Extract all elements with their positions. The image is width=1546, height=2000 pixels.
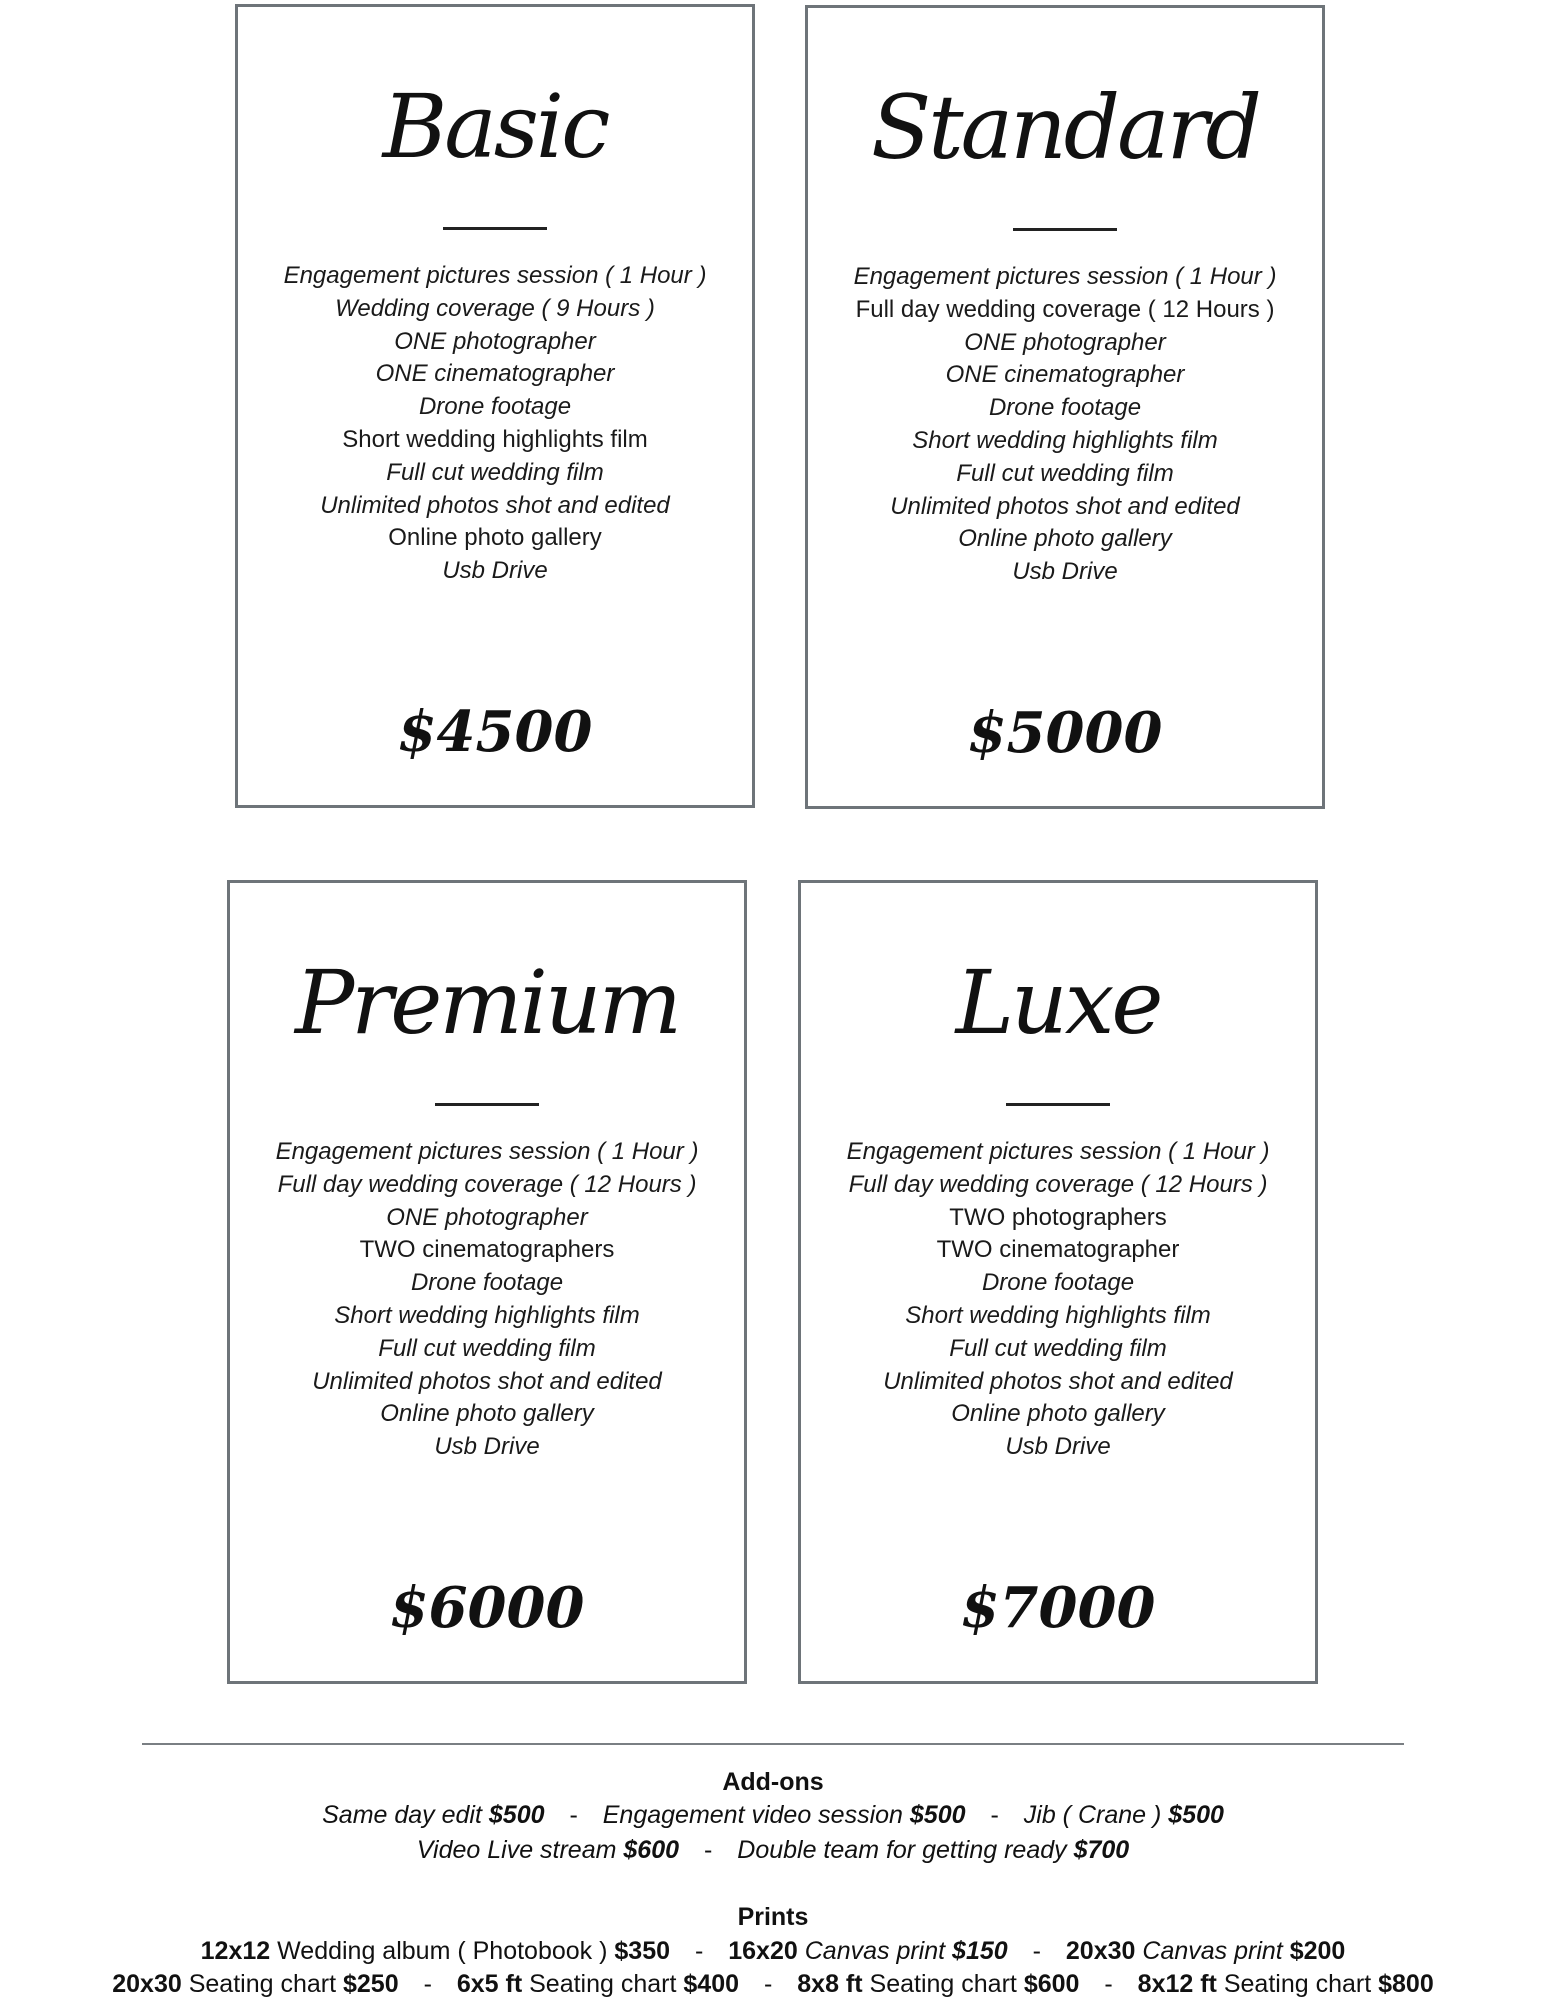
feature-item: TWO cinematographers xyxy=(359,1236,615,1264)
feature-item: Short wedding highlights film xyxy=(912,426,1218,454)
feature-item: Engagement pictures session ( 1 Hour ) xyxy=(275,1138,699,1165)
feature-list xyxy=(808,261,1322,589)
addons-line xyxy=(0,1801,1546,1830)
feature-item: Full day wedding coverage ( 12 Hours ) xyxy=(277,1170,697,1198)
package-card-basic xyxy=(235,4,755,808)
print-label: Wedding album ( Photobook ) xyxy=(277,1937,608,1965)
print-label: Canvas print xyxy=(1142,1937,1283,1965)
feature-item: Engagement pictures session ( 1 Hour ) xyxy=(853,263,1277,290)
package-name: Luxe xyxy=(955,951,1161,1054)
feature-item: Online photo gallery xyxy=(380,1400,594,1428)
addons-line xyxy=(0,1836,1546,1865)
print-size: 20x30 xyxy=(112,1970,182,1998)
separator: - xyxy=(1104,1970,1113,1998)
print-price: $150 xyxy=(952,1937,1008,1965)
prints-line xyxy=(0,1937,1546,1966)
addon-price: $500 xyxy=(488,1801,545,1829)
package-name: Premium xyxy=(294,951,680,1054)
feature-item: Usb Drive xyxy=(1012,558,1118,586)
feature-item: ONE cinematographer xyxy=(375,360,615,388)
addon-label: Same day edit xyxy=(322,1801,482,1829)
addon-label: Double team for getting ready xyxy=(737,1836,1067,1864)
print-price: $600 xyxy=(1023,1970,1080,1998)
package-price: $5000 xyxy=(967,700,1163,766)
feature-item: Short wedding highlights film xyxy=(342,425,648,453)
feature-item: Full cut wedding film xyxy=(956,459,1174,487)
addon-label: Engagement video session xyxy=(602,1801,903,1829)
package-price: $4500 xyxy=(397,699,593,765)
feature-item: Engagement pictures session ( 1 Hour ) xyxy=(846,1138,1270,1165)
section-divider xyxy=(142,1743,1404,1745)
print-size: 8x8 ft xyxy=(797,1970,863,1998)
separator: - xyxy=(694,1937,704,1965)
print-price: $800 xyxy=(1378,1970,1434,1998)
feature-item: Unlimited photos shot and edited xyxy=(312,1367,662,1395)
separator: - xyxy=(569,1801,578,1829)
feature-item: Full day wedding coverage ( 12 Hours ) xyxy=(848,1170,1268,1198)
addon-price: $500 xyxy=(1168,1801,1224,1829)
feature-item: Drone footage xyxy=(981,1269,1135,1297)
print-label: Seating chart xyxy=(869,1970,1017,1998)
prints-title: Prints xyxy=(737,1903,809,1931)
divider xyxy=(435,1103,539,1106)
feature-item: TWO cinematographer xyxy=(936,1236,1180,1264)
package-price: $6000 xyxy=(389,1575,585,1641)
print-price: $200 xyxy=(1289,1937,1346,1965)
divider xyxy=(1013,228,1117,231)
feature-item: Drone footage xyxy=(418,393,572,421)
feature-item: Usb Drive xyxy=(442,557,548,585)
addon-price: $500 xyxy=(909,1801,966,1829)
print-size: 20x30 xyxy=(1065,1937,1136,1965)
feature-item: Usb Drive xyxy=(434,1433,540,1461)
feature-list xyxy=(238,260,752,588)
feature-item: Drone footage xyxy=(988,394,1142,422)
separator: - xyxy=(990,1801,999,1829)
package-card-premium xyxy=(227,880,747,1684)
feature-item: Unlimited photos shot and edited xyxy=(320,491,670,519)
feature-list xyxy=(230,1136,744,1464)
feature-item: ONE photographer xyxy=(964,328,1166,356)
print-label: Seating chart xyxy=(188,1970,337,1998)
package-card-luxe xyxy=(798,880,1318,1684)
package-price: $7000 xyxy=(960,1575,1156,1641)
package-card-standard xyxy=(805,5,1325,809)
feature-item: ONE cinematographer xyxy=(945,361,1185,389)
feature-item: Unlimited photos shot and edited xyxy=(883,1367,1233,1395)
prints-line xyxy=(0,1970,1546,1999)
separator: - xyxy=(1032,1937,1041,1965)
feature-item: ONE photographer xyxy=(386,1203,588,1231)
print-price: $400 xyxy=(683,1970,740,1998)
print-size: 6x5 ft xyxy=(456,1970,523,1998)
print-price: $250 xyxy=(343,1970,399,1998)
separator: - xyxy=(763,1970,773,1998)
addon-price: $700 xyxy=(1073,1836,1130,1864)
feature-item: Online photo gallery xyxy=(951,1400,1165,1428)
print-size: 16x20 xyxy=(728,1937,798,1965)
package-name: Basic xyxy=(382,75,608,178)
feature-item: Short wedding highlights film xyxy=(905,1301,1211,1329)
feature-item: Usb Drive xyxy=(1005,1433,1111,1461)
feature-item: Engagement pictures session ( 1 Hour ) xyxy=(283,262,707,289)
feature-item: Full cut wedding film xyxy=(949,1334,1167,1362)
divider xyxy=(1006,1103,1110,1106)
feature-item: Online photo gallery xyxy=(958,525,1172,553)
addon-price: $600 xyxy=(623,1836,680,1864)
addon-label: Video Live stream xyxy=(416,1836,617,1864)
print-label: Seating chart xyxy=(529,1970,677,1998)
print-size: 12x12 xyxy=(200,1937,271,1965)
separator: - xyxy=(423,1970,432,1998)
separator: - xyxy=(703,1836,713,1864)
addons-title: Add-ons xyxy=(722,1768,824,1796)
feature-item: Full cut wedding film xyxy=(378,1334,596,1362)
feature-item: Full day wedding coverage ( 12 Hours ) xyxy=(855,295,1275,323)
feature-item: Online photo gallery xyxy=(388,524,602,552)
feature-list xyxy=(801,1136,1315,1464)
feature-item: Unlimited photos shot and edited xyxy=(890,492,1240,520)
print-label: Canvas print xyxy=(804,1937,946,1965)
print-price: $350 xyxy=(614,1937,671,1965)
feature-item: TWO photographers xyxy=(949,1203,1167,1231)
feature-item: Short wedding highlights film xyxy=(334,1301,640,1329)
feature-item: Full cut wedding film xyxy=(386,458,604,486)
package-name: Standard xyxy=(871,76,1259,179)
print-label: Seating chart xyxy=(1223,1970,1372,1998)
addon-label: Jib ( Crane ) xyxy=(1023,1801,1162,1829)
print-size: 8x12 ft xyxy=(1137,1970,1217,1998)
feature-item: ONE photographer xyxy=(394,327,596,355)
feature-item: Wedding coverage ( 9 Hours ) xyxy=(335,294,655,322)
feature-item: Drone footage xyxy=(410,1269,564,1297)
divider xyxy=(443,227,547,230)
